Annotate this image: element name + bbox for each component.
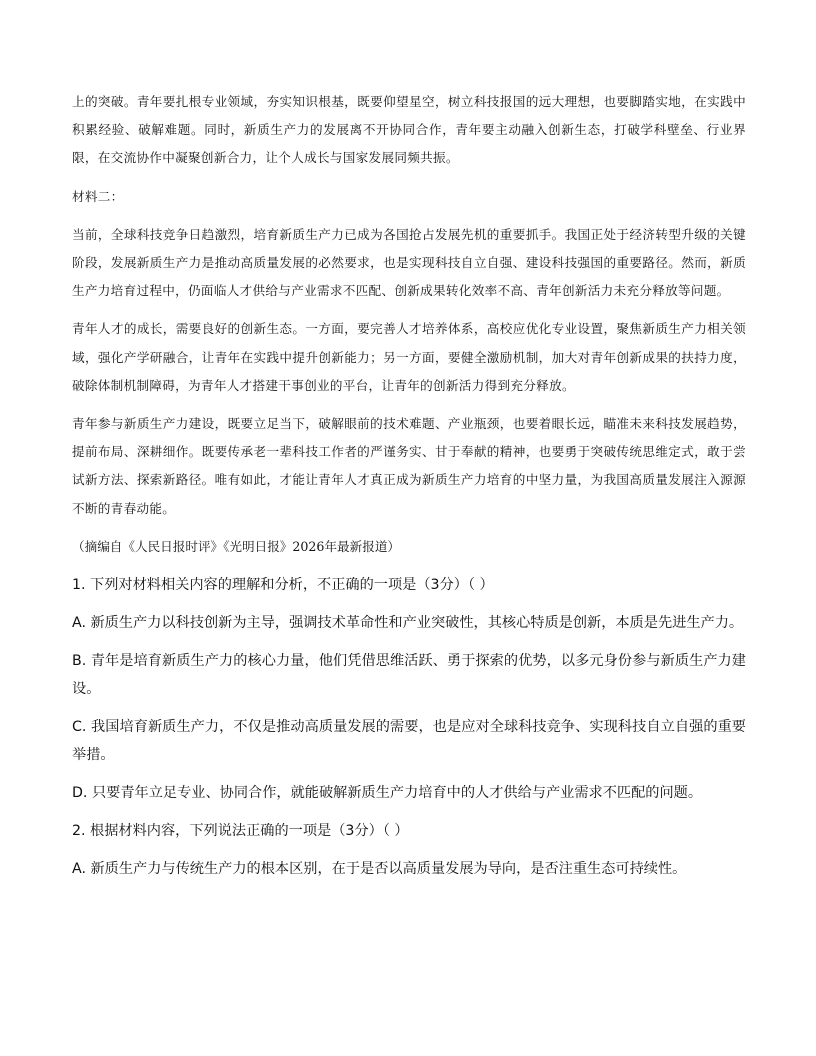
question-stem: 1. 下列对材料相关内容的理解和分析，不正确的一项是（3分）（ ） [72,576,494,593]
option-a: A. 新质生产力以科技创新为主导，强调技术革命性和产业突破性，其核心特质是创新，本质是先进生产力。 [72,614,744,631]
option-a: A. 新质生产力与传统生产力的根本区别，在于是否以高质量发展为导向，是否注重生态可持续性。 [72,860,687,877]
material1-tail-paragraph: 上的突破。青年要扎根专业领域，夯实知识根基，既要仰望星空，树立科技报国的远大理想，也要脚踏实地，在实践中积累经验、破解难题。同时，新质生产力的发展离不开协同合作，青年要主动融入创新生态，打破学科壁垒、行业界限，在交流协作中凝聚创新合力，让个人成长与国家发展同频共振。 [72,94,746,166]
material2-paragraph: 当前，全球科技竞争日趋激烈，培育新质生产力已成为各国抢占发展先机的重要抓手。我国正处于经济转型升级的关键阶段，发展新质生产力是推动高质量发展的必然要求，也是实现科技自立自强、建设科技强国的重要路径。然而，新质生产力培育过程中，仍面临人才供给与产业需求不匹配、创新成果转化效率不高、青年创新活力未充分释放等问题。 [72,226,746,299]
option-c: C. 我国培育新质生产力，不仅是推动高质量发展的需要，也是应对全球科技竞争、实现科技自立自强的重要举措。 [72,718,746,763]
question-1 [72,571,746,807]
option-b: B. 青年是培育新质生产力的核心力量，他们凭借思维活跃、勇于探索的优势，以多元身份参与新质生产力建设。 [72,652,746,697]
material2-paragraph: 青年参与新质生产力建设，既要立足当下，破解眼前的技术难题、产业瓶颈，也要着眼长远，瞄准未来科技发展趋势，提前布局、深耕细作。既要传承老一辈科技工作者的严谨务实、甘于奉献的精神，也要勇于突破传统思维定式，敢于尝试新方法、探索新路径。唯有如此，才能让青年人才真正成为新质生产力培育的中坚力量，为我国高质量发展注入源源不断的青春动能。 [72,416,746,516]
document-body [72,88,746,883]
material2-paragraph: 青年人才的成长，需要良好的创新生态。一方面，要完善人才培养体系，高校应优化专业设置，聚焦新质生产力相关领域，强化产学研融合，让青年在实践中提升创新能力；另一方面，要健全激励机制，加大对青年创新成果的扶持力度，破除体制机制障碍，为青年人才搭建干事创业的平台，让青年的创新活力得到充分释放。 [72,321,746,393]
material2-label: 材料二： [72,188,124,204]
question-stem: 2. 根据材料内容，下列说法正确的一项是（3分）（ ） [72,822,409,839]
option-d: D. 只要青年立足专业、协同合作，就能破解新质生产力培育中的人才供给与产业需求不匹配的问题。 [72,784,703,801]
source-note: （摘编自《人民日报时评》《光明日报》2026年最新报道） [72,538,401,554]
question-2 [72,817,746,883]
